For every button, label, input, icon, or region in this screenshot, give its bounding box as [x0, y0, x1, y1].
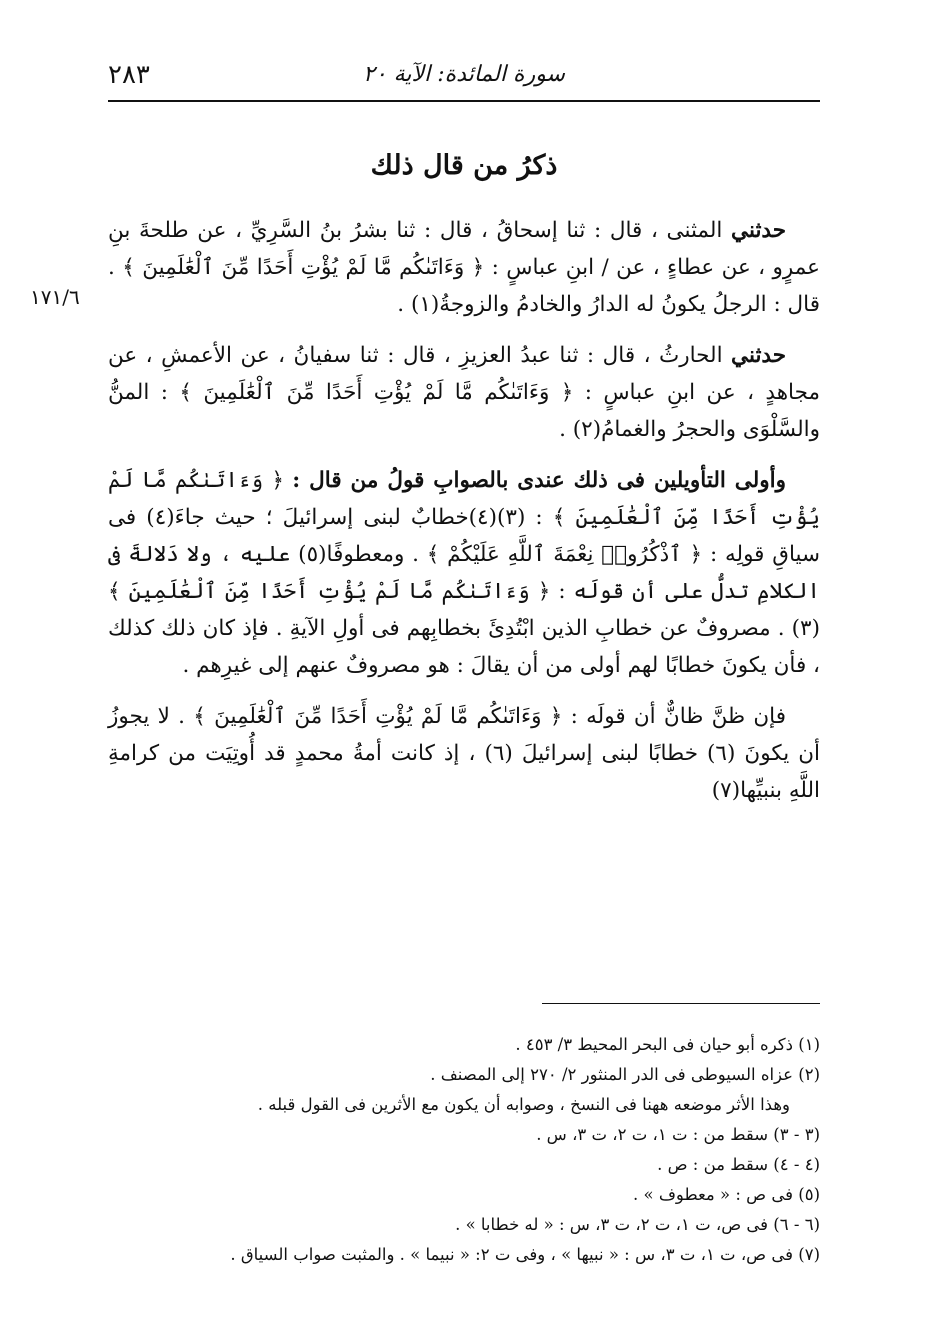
- paragraph: [108, 212, 820, 323]
- section-title: ذكرُ من قال ذلك: [370, 150, 558, 181]
- footnote: (٥) فى ص : « معطوف » .: [632, 1185, 820, 1204]
- footnote: (٤ - ٤) سقط من : ص .: [657, 1155, 820, 1174]
- footnote: (٢) عزاه السيوطى فى الدر المنثور ٢/ ٢٧٠ إلى المصنف .: [430, 1065, 820, 1084]
- page-header: [108, 52, 820, 102]
- footnote: (٦ - ٦) فى ص، ت ١، ت ٢، ت ٣، س : « له خطابا » .: [455, 1215, 820, 1234]
- footnotes: [108, 1030, 820, 1270]
- paragraph-text: المثنى ، قال : ثنا إسحاقُ ، قال : ثنا بشرُ بنُ السَّرِيِّ ، عن طلحةَ بنِ عمرٍو ، عن عطاءٍ ، عن / ابنِ عباسٍ : ﴿ وَءَاتَىٰكُم مَّا لَمْ يُؤْتِ أَحَدًا مِّنَ ٱلْعَٰلَمِينَ ﴾ . قال : الرجلُ يكونُ له الدارُ والخادمُ والزوجةُ(١) .: [108, 218, 820, 317]
- paragraph-text: فإن ظنَّ ظانٌّ أن قولَه : ﴿ وَءَاتَىٰكُم مَّا لَمْ يُؤْتِ أَحَدًا مِّنَ ٱلْعَٰلَمِينَ ﴾ . لا يجوزُ أن يكونَ (٦) خطابًا لبنى إسرائيلَ (٦) ، إذ كانت أمةُ محمدٍ قد أُوتِيَت من كرامةِ اللَّهِ بنبيِّها(٧): [108, 704, 820, 803]
- footnote-rule: [542, 1003, 820, 1004]
- page-number: ٢٨٣: [108, 60, 150, 90]
- paragraph: [108, 462, 820, 684]
- footnote-continuation: وهذا الأثر موضعه ههنا فى النسخ ، وصوابه أن يكون مع الأثرين فى القول قبله .: [257, 1095, 790, 1114]
- paragraph-lead: وأولى التأويلين فى ذلك عندى بالصوابِ قولُ من قال :: [292, 468, 786, 493]
- paragraph: [108, 337, 820, 448]
- paragraph-text: ﴿ وَءَاتَىٰكُم مَّا لَمْ يُؤْتِ أَحَدًا مِّنَ ٱلْعَٰلَمِينَ ﴾ : (٣)(٤)خطابٌ لبنى إسرائيلَ ؛ حيث جاءَ(٤) فى سياقِ قولِه : ﴿ ٱذْكُرُوا۟ نِعْمَةَ ٱللَّهِ عَلَيْكُمْ ﴾ . ومعطوفًا(٥) عليه ، ولا دَلالةَ فى الكلامِ تدلُّ على أن قولَه : ﴿ وَءَاتَىٰكُم مَّا لَمْ يُؤْتِ أَحَدًا مِّنَ ٱلْعَٰلَمِينَ ﴾(٣) . مصروفٌ عن خطابِ الذين ابْتُدِئَ بخطابِهم فى أولِ الآيةِ . فإذ كان ذلك كذلك ، فأن يكونَ خطابًا لهم أولى من أن يقالَ : هو مصروفٌ عنهم إلى غيرِهم .: [108, 468, 820, 678]
- footnote: (٧) فى ص، ت ١، ت ٣، س : « نبيها » ، وفى ت ٢: « نبيما » . والمثبت صواب السياق .: [230, 1245, 820, 1264]
- marginal-reference: ١٧١/٦: [30, 285, 80, 309]
- footnote: (٣ - ٣) سقط من : ت ١، ت ٢، ت ٣، س .: [536, 1125, 820, 1144]
- main-text: [108, 212, 820, 823]
- paragraph-lead: حدثني: [731, 343, 786, 368]
- paragraph-lead: حدثني: [731, 218, 786, 243]
- paragraph: [108, 698, 820, 809]
- footnote: (١) ذكره أبو حيان فى البحر المحيط ٣/ ٤٥٣ .: [515, 1035, 820, 1054]
- running-title: سورة المائدة: الآية ٢٠: [363, 62, 565, 87]
- paragraph-text: الحارثُ ، قال : ثنا عبدُ العزيزِ ، قال : ثنا سفيانُ ، عن الأعمشِ ، عن مجاهدٍ ، عن ابنِ عباسٍ : ﴿ وَءَاتَىٰكُم مَّا لَمْ يُؤْتِ أَحَدًا مِّنَ ٱلْعَٰلَمِينَ ﴾ : المنُّ والسَّلْوَى والحجرُ والغمامُ(٢) .: [108, 343, 820, 442]
- header-rule: [108, 100, 820, 102]
